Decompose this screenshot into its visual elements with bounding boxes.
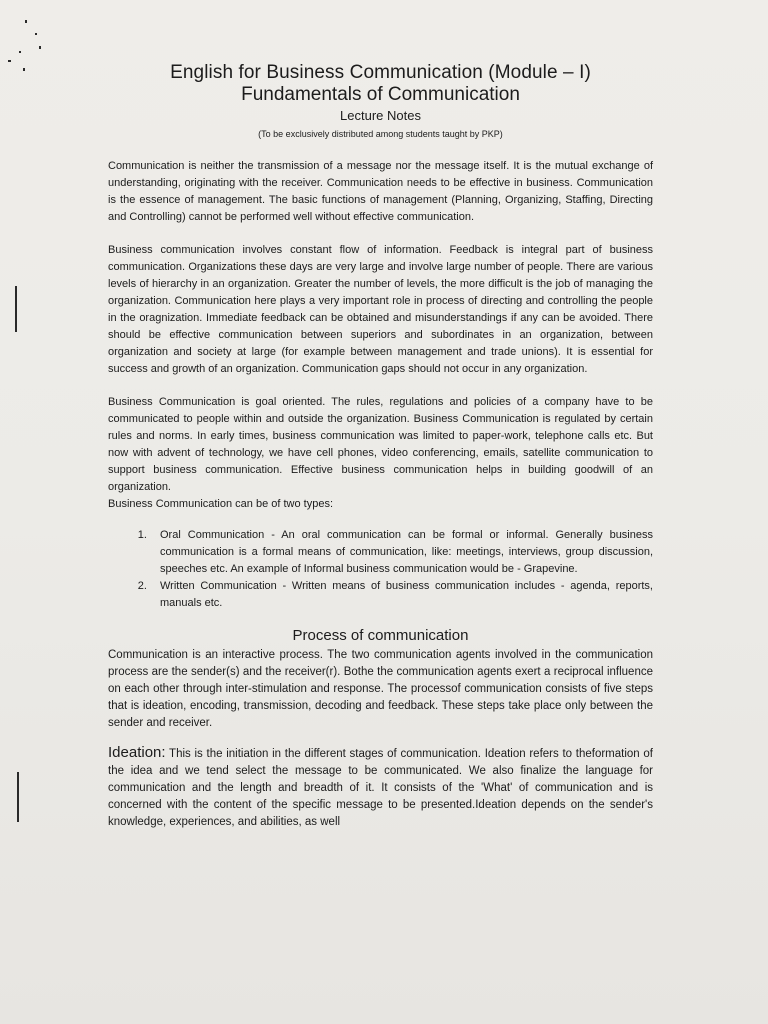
- paragraph-business-communication: Business communication involves constant flow of information. Feedback is integral part of business communication. Organizations these days are very large and involve large number of people. There are various levels of hierarchy in an organization. Greater the number of levels, the more difficult is the job of managing the organization. Communication here plays a very important role in process of directing and controlling the people in the oragnization. Immediate feedback can be obtained and misunderstandings if any can be avoided. There should be effective communication between superiors and subordinates in an organization, between organization and society at large (for example between management and trade unions). It is essential for success and growth of an organization. Communication gaps should not occur in any organization.: [108, 244, 653, 375]
- document-label: Lecture Notes: [340, 108, 421, 123]
- types-intro: Business Communication can be of two types:: [108, 498, 334, 510]
- scan-dot: [19, 51, 21, 53]
- communication-types-list: [108, 527, 653, 612]
- scan-dot: [35, 33, 37, 35]
- list-item: 1. Oral Communication - An oral communication can be formal or informal. Generally business communication is a formal means of communication, like: meetings, interviews, group discussion, speeches etc. An example of Informal business communication would be - Grapevine.: [150, 527, 653, 578]
- paragraph-goal-oriented: Business Communication is goal oriented. The rules, regulations and policies of a company have to be communicated to people within and outside the organization. Business Communication is regulated by certain rules and norms. In early times, business communication was limited to paper-work, telephone calls etc. But now with advent of technology, we have cell phones, video conferencing, emails, satellite communication to support business communication. Effective business communication helps in building goodwill of an organization.: [108, 396, 653, 493]
- document-subtitle: Fundamentals of Communication: [241, 84, 520, 105]
- distribution-note: (To be exclusively distributed among students taught by PKP): [258, 129, 503, 139]
- ideation-term: Ideation:: [108, 744, 166, 761]
- document-title: English for Business Communication (Module – I): [170, 62, 591, 83]
- paragraph-ideation: [108, 744, 653, 831]
- section-heading: Process of communication: [292, 627, 469, 644]
- paragraph-intro: Communication is neither the transmission of a message nor the message itself. It is the mutual exchange of understanding, originating with the receiver. Communication needs to be effective in business. Communication is the essence of management. The basic functions of management (Planning, Organizing, Staffing, Directing and Controlling) cannot be performed well without effective communication.: [108, 160, 653, 223]
- scan-dot: [8, 60, 11, 62]
- scan-dot: [25, 20, 27, 23]
- document-body: [108, 62, 653, 831]
- paragraph-process: Communication is an interactive process. The two communication agents involved in the communication process are the sender(s) and the receiver(r). Bothe the communication agents exert a reciprocal influence on each other through inter-stimulation and response. The processof communication consists of five steps that is ideation, encoding, transmission, decoding and feedback. These steps take place only between the sender and receiver.: [108, 649, 653, 729]
- punch-hole-mark: [17, 772, 19, 822]
- ideation-text: This is the initiation in the different stages of communication. Ideation refers to theformation of the idea and we tend select the message to be communicated. We also finalize the language for communication and the length and breadth of it. It consists of the 'What' of communication and is concerned with the content of the specific message to be presented.Ideation depends on the sender's knowledge, experiences, and abilities, as well: [108, 748, 653, 828]
- scan-dot: [23, 68, 25, 71]
- title-block: [108, 62, 653, 141]
- punch-hole-mark: [15, 286, 17, 332]
- scan-dot: [39, 46, 41, 49]
- list-item: 2. Written Communication - Written means of business communication includes - agenda, reports, manuals etc.: [150, 578, 653, 612]
